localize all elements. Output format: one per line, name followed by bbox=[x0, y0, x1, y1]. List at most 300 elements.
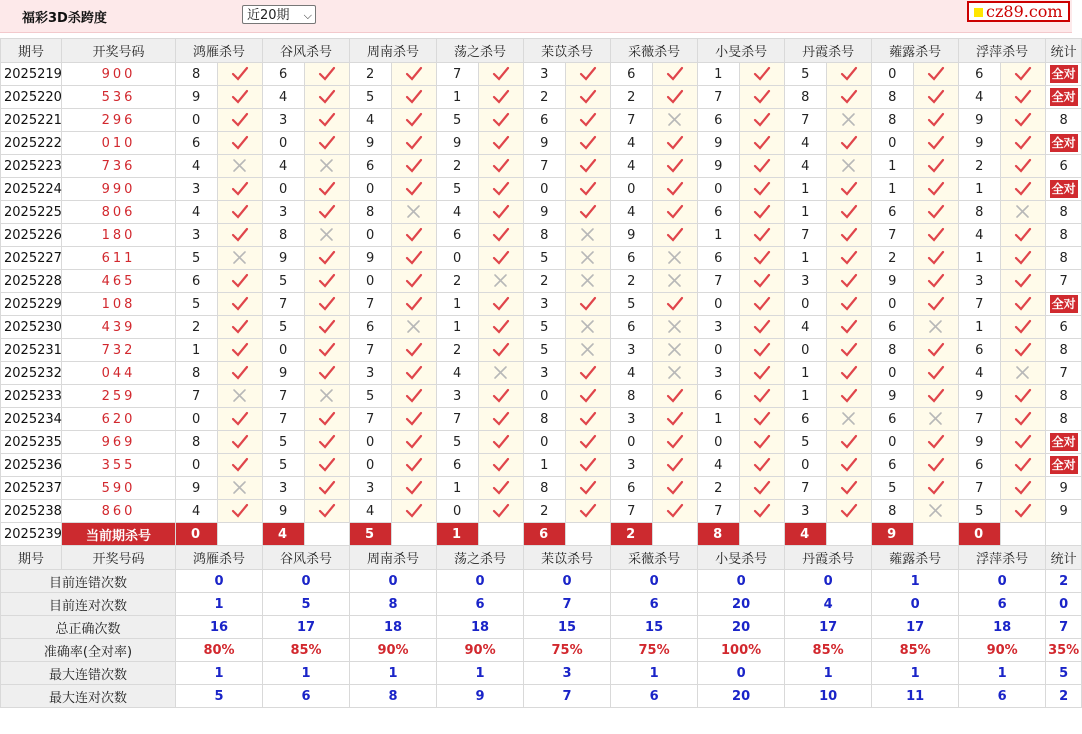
current-kill-value: 2 bbox=[626, 526, 636, 542]
result-mark-cell bbox=[653, 270, 698, 293]
header-period bbox=[1, 39, 62, 63]
kill-number-value: 0 bbox=[627, 181, 636, 197]
kill-number-value: 2 bbox=[714, 480, 723, 496]
check-icon bbox=[753, 480, 771, 496]
check-icon bbox=[492, 388, 510, 404]
summary-label-cell bbox=[1, 570, 176, 593]
summary-value-cell bbox=[611, 593, 698, 616]
result-mark-cell bbox=[566, 270, 611, 293]
kill-number-value: 3 bbox=[192, 181, 201, 197]
summary-value: 0 bbox=[562, 573, 572, 589]
kill-number-cell bbox=[959, 63, 1001, 86]
result-mark-cell bbox=[653, 408, 698, 431]
check-icon bbox=[405, 434, 423, 450]
check-icon bbox=[405, 250, 423, 266]
header-expert[interactable] bbox=[611, 39, 698, 63]
kill-number-value: 6 bbox=[627, 480, 636, 496]
header-expert[interactable] bbox=[959, 546, 1046, 570]
header-expert[interactable] bbox=[698, 546, 785, 570]
result-mark-cell bbox=[305, 86, 350, 109]
kill-number-value: 4 bbox=[192, 158, 201, 174]
stat-cell bbox=[1046, 339, 1082, 362]
result-mark-cell bbox=[740, 86, 785, 109]
summary-value: 85% bbox=[899, 642, 931, 658]
draw-number-value: 590 bbox=[101, 480, 136, 496]
kill-number-value: 2 bbox=[975, 158, 984, 174]
summary-value: 1 bbox=[910, 665, 920, 681]
kill-number-cell bbox=[263, 63, 305, 86]
table-row bbox=[1, 109, 1082, 132]
site-logo[interactable] bbox=[967, 1, 1070, 22]
kill-number-cell bbox=[176, 477, 218, 500]
all-correct-badge: 全对 bbox=[1051, 297, 1076, 311]
summary-value-cell bbox=[698, 616, 785, 639]
summary-value-cell bbox=[872, 616, 959, 639]
kill-number-value: 0 bbox=[888, 296, 897, 312]
check-icon bbox=[840, 250, 858, 266]
kill-number-cell bbox=[872, 178, 914, 201]
header-expert-label: 采薇杀号 bbox=[628, 552, 681, 567]
stat-value: 6 bbox=[1059, 319, 1068, 335]
stat-cell bbox=[1046, 316, 1082, 339]
stat-cell bbox=[1046, 201, 1082, 224]
kill-number-value: 0 bbox=[192, 112, 201, 128]
kill-number-value: 6 bbox=[975, 457, 984, 473]
header-expert[interactable] bbox=[350, 39, 437, 63]
check-icon bbox=[1014, 457, 1032, 473]
summary-stat-value: 7 bbox=[1059, 619, 1069, 635]
check-icon bbox=[231, 135, 249, 151]
stat-value: 8 bbox=[1059, 411, 1068, 427]
kill-number-cell bbox=[872, 155, 914, 178]
kill-number-value: 0 bbox=[453, 503, 462, 519]
kill-number-cell bbox=[698, 408, 740, 431]
summary-value: 20 bbox=[732, 619, 751, 635]
kill-number-value: 8 bbox=[975, 204, 984, 220]
result-mark-cell bbox=[1001, 247, 1046, 270]
summary-row bbox=[1, 593, 1082, 616]
result-mark-cell bbox=[914, 316, 959, 339]
period-value: 2025226 bbox=[4, 227, 62, 243]
result-mark-cell bbox=[218, 362, 263, 385]
check-icon bbox=[579, 365, 597, 381]
current-kill-number bbox=[959, 523, 1001, 546]
draw-number-value: 439 bbox=[101, 319, 136, 335]
check-icon bbox=[753, 89, 771, 105]
kill-number-value: 7 bbox=[366, 411, 375, 427]
kill-number-cell bbox=[437, 109, 479, 132]
check-icon bbox=[927, 273, 945, 289]
kill-number-value: 1 bbox=[453, 480, 462, 496]
kill-number-value: 9 bbox=[888, 273, 897, 289]
kill-number-value: 0 bbox=[627, 434, 636, 450]
draw-number-cell bbox=[62, 178, 176, 201]
result-mark-cell bbox=[305, 477, 350, 500]
result-mark-cell bbox=[479, 224, 524, 247]
draw-number-value: 044 bbox=[101, 365, 136, 381]
cross-icon bbox=[492, 273, 510, 289]
result-mark-cell bbox=[566, 500, 611, 523]
kill-number-cell bbox=[524, 224, 566, 247]
kill-number-cell bbox=[785, 362, 827, 385]
result-mark-cell bbox=[653, 339, 698, 362]
header-expert[interactable] bbox=[176, 546, 263, 570]
header-expert[interactable] bbox=[524, 546, 611, 570]
check-icon bbox=[840, 503, 858, 519]
table-row bbox=[1, 293, 1082, 316]
kill-number-value: 3 bbox=[627, 457, 636, 473]
header-expert[interactable] bbox=[611, 546, 698, 570]
kill-number-cell bbox=[350, 155, 392, 178]
cross-icon bbox=[927, 319, 945, 335]
result-mark-cell bbox=[827, 362, 872, 385]
kill-number-cell bbox=[872, 63, 914, 86]
kill-number-value: 1 bbox=[714, 227, 723, 243]
header-expert[interactable] bbox=[872, 39, 959, 63]
kill-number-value: 3 bbox=[279, 204, 288, 220]
kill-number-cell bbox=[785, 431, 827, 454]
stat-cell bbox=[1046, 385, 1082, 408]
check-icon bbox=[927, 112, 945, 128]
check-icon bbox=[231, 434, 249, 450]
result-mark-cell bbox=[914, 477, 959, 500]
check-icon bbox=[318, 457, 336, 473]
period-cell bbox=[1, 86, 62, 109]
check-icon bbox=[666, 503, 684, 519]
check-icon bbox=[231, 181, 249, 197]
result-mark-cell bbox=[653, 63, 698, 86]
kill-number-cell bbox=[350, 63, 392, 86]
kill-number-value: 3 bbox=[366, 365, 375, 381]
header-expert[interactable] bbox=[437, 39, 524, 63]
kill-number-cell bbox=[872, 431, 914, 454]
header-expert-label: 浮萍杀号 bbox=[976, 552, 1029, 567]
check-icon bbox=[927, 204, 945, 220]
check-icon bbox=[753, 250, 771, 266]
summary-value: 16 bbox=[209, 619, 229, 635]
draw-number-value: 900 bbox=[101, 66, 136, 82]
kill-number-cell bbox=[350, 247, 392, 270]
kill-number-value: 0 bbox=[279, 135, 288, 151]
check-icon bbox=[405, 480, 423, 496]
kill-number-cell bbox=[959, 316, 1001, 339]
current-kill-label: 当前期杀号 bbox=[85, 528, 151, 544]
result-mark-cell bbox=[1001, 155, 1046, 178]
table-row bbox=[1, 155, 1082, 178]
kill-number-cell bbox=[611, 247, 653, 270]
result-mark-cell bbox=[740, 293, 785, 316]
result-mark-cell bbox=[1001, 109, 1046, 132]
summary-value: 6 bbox=[649, 596, 659, 612]
kill-number-value: 5 bbox=[453, 112, 462, 128]
kill-number-cell bbox=[437, 339, 479, 362]
kill-number-cell bbox=[524, 86, 566, 109]
current-kill-value: 5 bbox=[365, 526, 375, 542]
kill-number-value: 0 bbox=[192, 457, 201, 473]
kill-number-value: 0 bbox=[888, 135, 897, 151]
result-mark-cell bbox=[1001, 408, 1046, 431]
stat-cell bbox=[1046, 431, 1082, 454]
summary-value: 1 bbox=[214, 665, 224, 681]
kill-number-cell bbox=[176, 316, 218, 339]
kill-number-value: 5 bbox=[888, 480, 897, 496]
current-kill-value: 4 bbox=[800, 526, 810, 542]
check-icon bbox=[405, 89, 423, 105]
check-icon bbox=[840, 135, 858, 151]
result-mark-cell bbox=[392, 247, 437, 270]
check-icon bbox=[492, 503, 510, 519]
check-icon bbox=[666, 457, 684, 473]
summary-stat-value: 2 bbox=[1059, 573, 1069, 589]
header-expert-label: 蕹露杀号 bbox=[889, 45, 942, 60]
kill-number-value: 5 bbox=[801, 434, 810, 450]
kill-number-cell bbox=[524, 155, 566, 178]
header-expert[interactable] bbox=[263, 39, 350, 63]
draw-number-cell bbox=[62, 454, 176, 477]
check-icon bbox=[1014, 342, 1032, 358]
result-mark-cell bbox=[1001, 362, 1046, 385]
kill-number-value: 4 bbox=[975, 365, 984, 381]
cross-icon bbox=[405, 319, 423, 335]
kill-number-value: 6 bbox=[801, 411, 810, 427]
kill-number-cell bbox=[176, 201, 218, 224]
check-icon bbox=[579, 135, 597, 151]
result-mark-cell bbox=[566, 385, 611, 408]
current-kill-number bbox=[176, 523, 218, 546]
kill-number-cell bbox=[872, 385, 914, 408]
kill-number-value: 0 bbox=[453, 250, 462, 266]
header-expert[interactable] bbox=[263, 546, 350, 570]
check-icon bbox=[666, 204, 684, 220]
period-cell bbox=[1, 270, 62, 293]
header-expert-label: 周南杀号 bbox=[367, 552, 420, 567]
kill-number-value: 1 bbox=[975, 319, 984, 335]
header-expert[interactable] bbox=[785, 546, 872, 570]
kill-number-cell bbox=[350, 109, 392, 132]
kill-number-value: 8 bbox=[888, 503, 897, 519]
result-mark-cell bbox=[218, 224, 263, 247]
header-expert[interactable] bbox=[437, 546, 524, 570]
cross-icon bbox=[666, 250, 684, 266]
kill-number-cell bbox=[959, 132, 1001, 155]
summary-value-cell bbox=[959, 639, 1046, 662]
kill-number-cell bbox=[524, 178, 566, 201]
kill-number-value: 3 bbox=[540, 296, 549, 312]
summary-label-cell bbox=[1, 639, 176, 662]
check-icon bbox=[579, 158, 597, 174]
check-icon bbox=[231, 342, 249, 358]
kill-number-value: 5 bbox=[279, 457, 288, 473]
header-expert[interactable] bbox=[524, 39, 611, 63]
summary-value: 1 bbox=[475, 665, 485, 681]
period-range-select[interactable] bbox=[242, 5, 316, 24]
header-expert[interactable] bbox=[698, 39, 785, 63]
summary-row bbox=[1, 662, 1082, 685]
result-mark-cell bbox=[392, 362, 437, 385]
result-mark-cell bbox=[914, 408, 959, 431]
result-mark-cell bbox=[305, 339, 350, 362]
kill-number-cell bbox=[350, 293, 392, 316]
check-icon bbox=[840, 181, 858, 197]
kill-number-value: 7 bbox=[714, 89, 723, 105]
period-cell bbox=[1, 477, 62, 500]
kill-number-cell bbox=[350, 431, 392, 454]
result-mark-cell bbox=[653, 201, 698, 224]
kill-number-cell bbox=[176, 385, 218, 408]
current-period-cell bbox=[1, 523, 62, 546]
result-mark-cell bbox=[914, 86, 959, 109]
check-icon bbox=[666, 388, 684, 404]
draw-number-value: 620 bbox=[101, 411, 136, 427]
header-expert[interactable] bbox=[872, 546, 959, 570]
result-mark-cell bbox=[1001, 201, 1046, 224]
result-mark-cell bbox=[914, 247, 959, 270]
summary-value: 90% bbox=[986, 642, 1018, 658]
summary-label-cell bbox=[1, 685, 176, 708]
kill-number-value: 0 bbox=[279, 181, 288, 197]
header-expert-label: 谷风杀号 bbox=[280, 45, 333, 60]
kill-number-value: 9 bbox=[366, 250, 375, 266]
kill-number-value: 9 bbox=[192, 89, 201, 105]
check-icon bbox=[840, 434, 858, 450]
kill-number-value: 6 bbox=[975, 66, 984, 82]
result-mark-cell bbox=[653, 86, 698, 109]
period-cell bbox=[1, 431, 62, 454]
kill-number-cell bbox=[263, 431, 305, 454]
kill-number-value: 6 bbox=[192, 273, 201, 289]
summary-value-cell bbox=[698, 662, 785, 685]
kill-number-value: 6 bbox=[714, 204, 723, 220]
kill-number-value: 7 bbox=[801, 227, 810, 243]
draw-number-cell bbox=[62, 270, 176, 293]
kill-number-value: 5 bbox=[801, 66, 810, 82]
kill-number-cell bbox=[959, 155, 1001, 178]
kill-number-cell bbox=[176, 500, 218, 523]
current-kill-blank bbox=[827, 523, 872, 546]
kill-number-value: 3 bbox=[279, 112, 288, 128]
table-row bbox=[1, 454, 1082, 477]
result-mark-cell bbox=[305, 109, 350, 132]
result-mark-cell bbox=[218, 408, 263, 431]
summary-value: 6 bbox=[997, 596, 1007, 612]
period-value: 2025228 bbox=[4, 273, 62, 289]
summary-value: 15 bbox=[558, 619, 577, 635]
header-expert[interactable] bbox=[959, 39, 1046, 63]
summary-value-cell bbox=[785, 685, 872, 708]
header-stats bbox=[1046, 39, 1082, 63]
kill-number-value: 7 bbox=[192, 388, 201, 404]
header-expert-label: 蕹露杀号 bbox=[889, 552, 942, 567]
kill-number-cell bbox=[785, 63, 827, 86]
header-expert[interactable] bbox=[350, 546, 437, 570]
kill-number-cell bbox=[437, 362, 479, 385]
kill-number-cell bbox=[524, 132, 566, 155]
result-mark-cell bbox=[1001, 293, 1046, 316]
kill-number-value: 3 bbox=[366, 480, 375, 496]
summary-value-cell bbox=[611, 639, 698, 662]
summary-value: 1 bbox=[910, 573, 920, 589]
check-icon bbox=[492, 66, 510, 82]
kill-number-value: 7 bbox=[366, 342, 375, 358]
kill-number-cell bbox=[524, 339, 566, 362]
result-mark-cell bbox=[740, 224, 785, 247]
result-mark-cell bbox=[305, 132, 350, 155]
result-mark-cell bbox=[827, 270, 872, 293]
check-icon bbox=[666, 480, 684, 496]
result-mark-cell bbox=[392, 431, 437, 454]
result-mark-cell bbox=[740, 385, 785, 408]
check-icon bbox=[405, 296, 423, 312]
result-mark-cell bbox=[740, 477, 785, 500]
result-mark-cell bbox=[653, 477, 698, 500]
result-mark-cell bbox=[914, 454, 959, 477]
check-icon bbox=[927, 181, 945, 197]
stat-cell bbox=[1046, 500, 1082, 523]
draw-number-value: 010 bbox=[101, 135, 136, 151]
kill-number-value: 9 bbox=[975, 434, 984, 450]
summary-value: 1 bbox=[649, 665, 659, 681]
kill-number-cell bbox=[959, 500, 1001, 523]
kill-number-cell bbox=[437, 247, 479, 270]
stat-value: 7 bbox=[1059, 273, 1068, 289]
check-icon bbox=[753, 457, 771, 473]
check-icon bbox=[1014, 434, 1032, 450]
summary-value-cell bbox=[263, 662, 350, 685]
result-mark-cell bbox=[305, 63, 350, 86]
current-kill-number bbox=[263, 523, 305, 546]
kill-number-value: 6 bbox=[627, 66, 636, 82]
kill-number-value: 1 bbox=[540, 457, 549, 473]
kill-number-cell bbox=[176, 178, 218, 201]
header-expert[interactable] bbox=[176, 39, 263, 63]
kill-number-cell bbox=[698, 224, 740, 247]
kill-number-cell bbox=[611, 86, 653, 109]
kill-number-value: 5 bbox=[192, 296, 201, 312]
kill-number-cell bbox=[611, 316, 653, 339]
kill-number-cell bbox=[611, 201, 653, 224]
result-mark-cell bbox=[1001, 132, 1046, 155]
summary-value-cell bbox=[872, 593, 959, 616]
kill-number-value: 7 bbox=[627, 503, 636, 519]
check-icon bbox=[318, 296, 336, 312]
kill-number-value: 9 bbox=[279, 250, 288, 266]
check-icon bbox=[579, 388, 597, 404]
stat-cell bbox=[1046, 270, 1082, 293]
summary-label: 最大连错次数 bbox=[48, 667, 127, 683]
result-mark-cell bbox=[305, 500, 350, 523]
result-mark-cell bbox=[740, 201, 785, 224]
check-icon bbox=[927, 434, 945, 450]
check-icon bbox=[1014, 112, 1032, 128]
period-value: 2025230 bbox=[4, 319, 62, 335]
header-stats-label: 统计 bbox=[1050, 552, 1077, 567]
result-mark-cell bbox=[653, 293, 698, 316]
check-icon bbox=[492, 411, 510, 427]
kill-number-cell bbox=[263, 224, 305, 247]
result-mark-cell bbox=[914, 270, 959, 293]
summary-label-cell bbox=[1, 662, 176, 685]
kill-number-cell bbox=[959, 178, 1001, 201]
summary-value-cell bbox=[785, 639, 872, 662]
kill-number-cell bbox=[959, 477, 1001, 500]
check-icon bbox=[753, 434, 771, 450]
period-value: 2025232 bbox=[4, 365, 62, 381]
summary-value-cell bbox=[263, 570, 350, 593]
kill-number-value: 5 bbox=[540, 250, 549, 266]
kill-number-value: 5 bbox=[366, 89, 375, 105]
result-mark-cell bbox=[392, 500, 437, 523]
header-expert[interactable] bbox=[785, 39, 872, 63]
